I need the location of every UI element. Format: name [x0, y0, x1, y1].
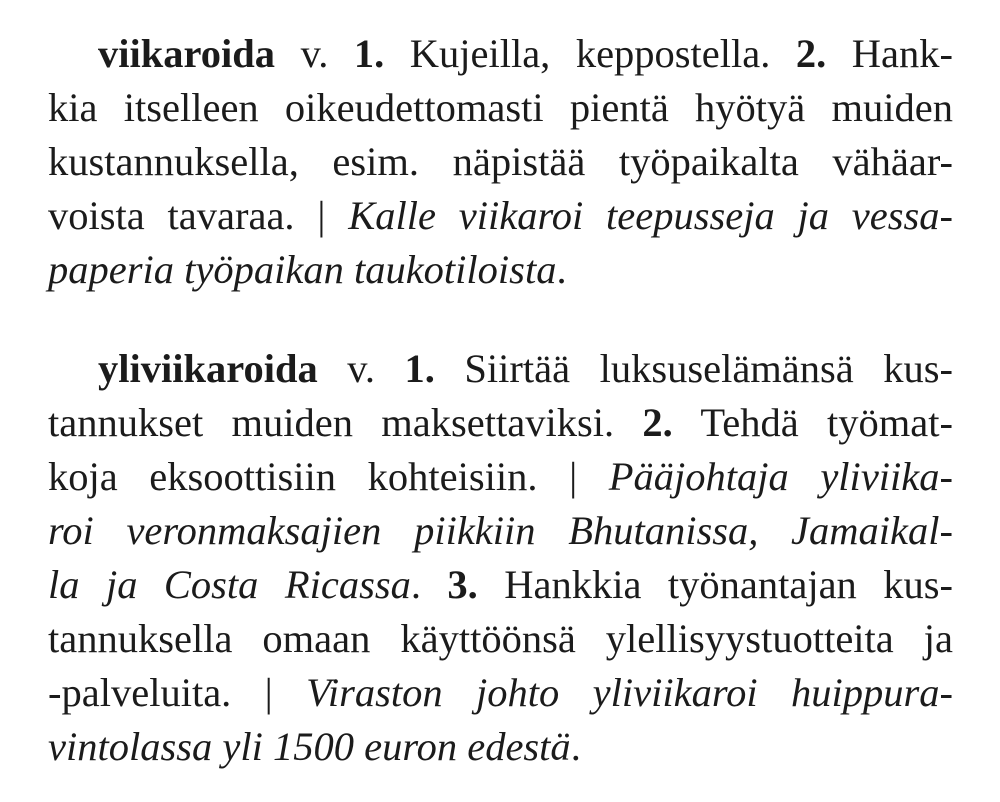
example-text: Pääjohtaja yliviika-	[608, 454, 954, 499]
entry-line	[48, 612, 953, 666]
entry-line	[48, 342, 953, 396]
definition-text: Kujeilla, keppostella.	[384, 31, 796, 76]
definition-text: Hank-	[826, 31, 954, 76]
dictionary-entry-yliviikaroida	[48, 342, 953, 774]
sense-number: 2.	[795, 31, 827, 76]
dictionary-entry-viikaroida	[48, 27, 953, 297]
headword: viikaroida	[98, 31, 276, 76]
definition-text: .	[570, 724, 581, 769]
definition-text: -palveluita. |	[48, 670, 307, 715]
example-text: paperia työpaikan taukotiloista	[48, 247, 557, 292]
definition-text: Tehdä työmat-	[672, 400, 953, 445]
definition-text: .	[556, 247, 567, 292]
entry-line	[48, 558, 953, 612]
definition-text: v.	[275, 31, 354, 76]
sense-number: 1.	[404, 346, 435, 391]
definition-text: v.	[317, 346, 405, 391]
headword: yliviikaroida	[98, 346, 318, 391]
entry-line	[48, 396, 953, 450]
example-text: Kalle viikaroi teepusseja ja vessa-	[348, 193, 953, 238]
entry-line	[48, 27, 953, 81]
entry-line	[48, 504, 953, 558]
definition-text: koja eksoottisiin kohteisiin. |	[48, 454, 609, 499]
example-text: la ja Costa Ricassa	[48, 562, 411, 607]
example-text: vintolassa yli 1500 euron edestä	[48, 724, 571, 769]
sense-number: 2.	[642, 400, 673, 445]
definition-text: tannuksella omaan käyttöönsä ylellisyystuotteita ja	[48, 616, 953, 661]
sense-number: 3.	[447, 562, 478, 607]
entry-line	[48, 81, 953, 135]
definition-text: tannukset muiden maksettaviksi.	[48, 400, 643, 445]
entry-line	[48, 450, 953, 504]
definition-text: .	[410, 562, 448, 607]
entry-line	[48, 666, 953, 720]
definition-text: voista tavaraa. |	[48, 193, 349, 238]
sense-number: 1.	[353, 31, 385, 76]
entry-line	[48, 189, 953, 243]
entry-line	[48, 720, 953, 774]
definition-text: Hankkia työnantajan kus-	[477, 562, 953, 607]
definition-text: kustannuksella, esim. näpistää työpaikalta vähäar-	[48, 139, 953, 184]
example-text: roi veronmaksajien piikkiin Bhutanissa, Jamaikal-	[48, 508, 953, 553]
definition-text: kia itselleen oikeudettomasti pientä hyötyä muiden	[48, 85, 953, 130]
example-text: Viraston johto yliviikaroi huippura-	[306, 670, 953, 715]
definition-text: Siirtää luksuselämänsä kus-	[434, 346, 953, 391]
entry-line	[48, 135, 953, 189]
entry-line	[48, 243, 953, 297]
